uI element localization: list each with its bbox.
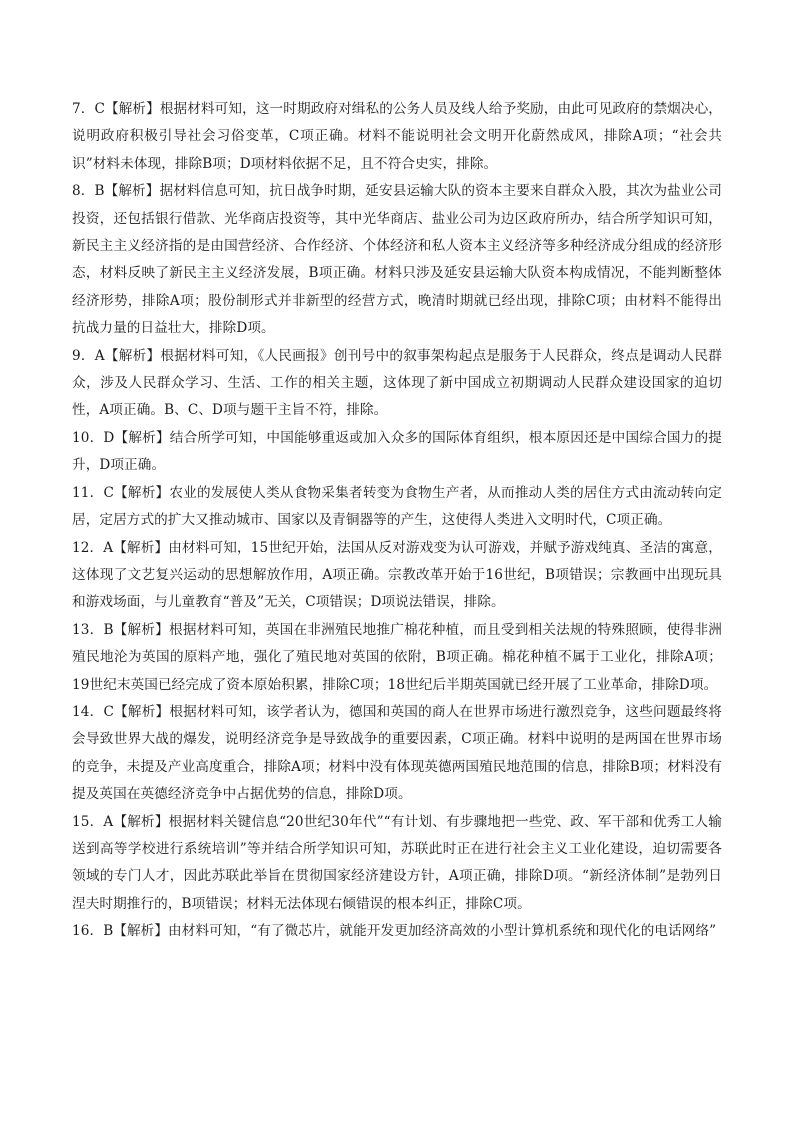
answer-analysis-list [72,96,722,946]
answer-item-8: 8．B【解析】据材料信息可知，抗日战争时期，延安县运输大队的资本主要来自群众入股，其次为盐业公司投资，还包括银行借款、光华商店投资等，其中光华商店、盐业公司为边区政府所办，结合所学知识可知，新民主主义经济指的是由国营经济、合作经济、个体经济和私人资本主义经济等多种经济成分组成的经济形态，材料反映了新民主主义经济发展，B项正确。材料只涉及延安县运输大队资本构成情况，不能判断整体经济形势，排除A项；股份制形式并非新型的经营方式，晚清时期就已经出现，排除C项；由材料不能得出抗战力量的日益壮大，排除D项。 [72,183,722,337]
answer-item-12: 12．A【解析】由材料可知，15世纪开始，法国从反对游戏变为认可游戏，并赋予游戏纯真、圣洁的寓意，这体现了文艺复兴运动的思想解放作用，A项正确。宗教改革开始于16世纪，B项错误；宗教画中出现玩具和游戏场面，与儿童教育“普及”无关，C项错误；D项说法错误，排除。 [72,539,722,611]
answer-item-14: 14．C【解析】根据材料可知，该学者认为，德国和英国的商人在世界市场进行激烈竞争，这些问题最终将会导致世界大战的爆发，说明经济竞争是导致战争的重要因素，C项正确。材料中说明的是两国在世界市场的竞争，未提及产业高度重合，排除A项；材料中没有体现英德两国殖民地范围的信息，排除B项；材料没有提及英国在英德经济竞争中占据优势的信息，排除D项。 [72,703,722,803]
answer-item-11: 11．C【解析】农业的发展使人类从食物采集者转变为食物生产者，从而推动人类的居住方式由流动转向定居，定居方式的扩大又推动城市、国家以及青铜器等的产生，这使得人类进入文明时代，C项正确。 [72,484,722,529]
answer-item-13: 13．B【解析】根据材料可知，英国在非洲殖民地推广棉花种植，而且受到相关法规的特殊照顾，使得非洲殖民地沦为英国的原料产地，强化了殖民地对英国的依附，B项正确。棉花种植不属于工业化，排除A项；19世纪末英国已经完成了资本原始积累，排除C项；18世纪后半期英国就已经开展了工业革命，排除D项。 [72,621,722,693]
answer-item-7: 7．C【解析】根据材料可知，这一时期政府对缉私的公务人员及线人给予奖励，由此可见政府的禁烟决心，说明政府积极引导社会习俗变革，C项正确。材料不能说明社会文明开化蔚然成风，排除A项；“社会共识”材料未体现，排除B项；D项材料依据不足，且不符合史实，排除。 [72,101,722,172]
answer-item-9: 9．A【解析】根据材料可知，《人民画报》创刊号中的叙事架构起点是服务于人民群众，终点是调动人民群众，涉及人民群众学习、生活、工作的相关主题，这体现了新中国成立初期调动人民群众建设国家的迫切性，A项正确。B、C、D项与题干主旨不符，排除。 [72,347,722,419]
answer-item-10: 10．D【解析】结合所学可知，中国能够重返或加入众多的国际体育组织，根本原因还是中国综合国力的提升，D项正确。 [72,429,722,474]
answer-item-16: 16．B【解析】由材料可知，“有了微芯片，就能开发更加经济高效的小型计算机系统和现代化的电话网络” [72,923,717,940]
answer-item-15: 15．A【解析】根据材料关键信息“20世纪30年代”“有计划、有步骤地把一些党、政、军干部和优秀工人输送到高等学校进行系统培训”等并结合所学知识可知，苏联此时正在进行社会主义工业化建设，迫切需要各领域的专门人才，因此苏联此举旨在贯彻国家经济建设方针，A项正确，排除D项。“新经济体制”是勃列日涅夫时期推行的，B项错误；材料无法体现右倾错误的根本纠正，排除C项。 [72,813,722,912]
